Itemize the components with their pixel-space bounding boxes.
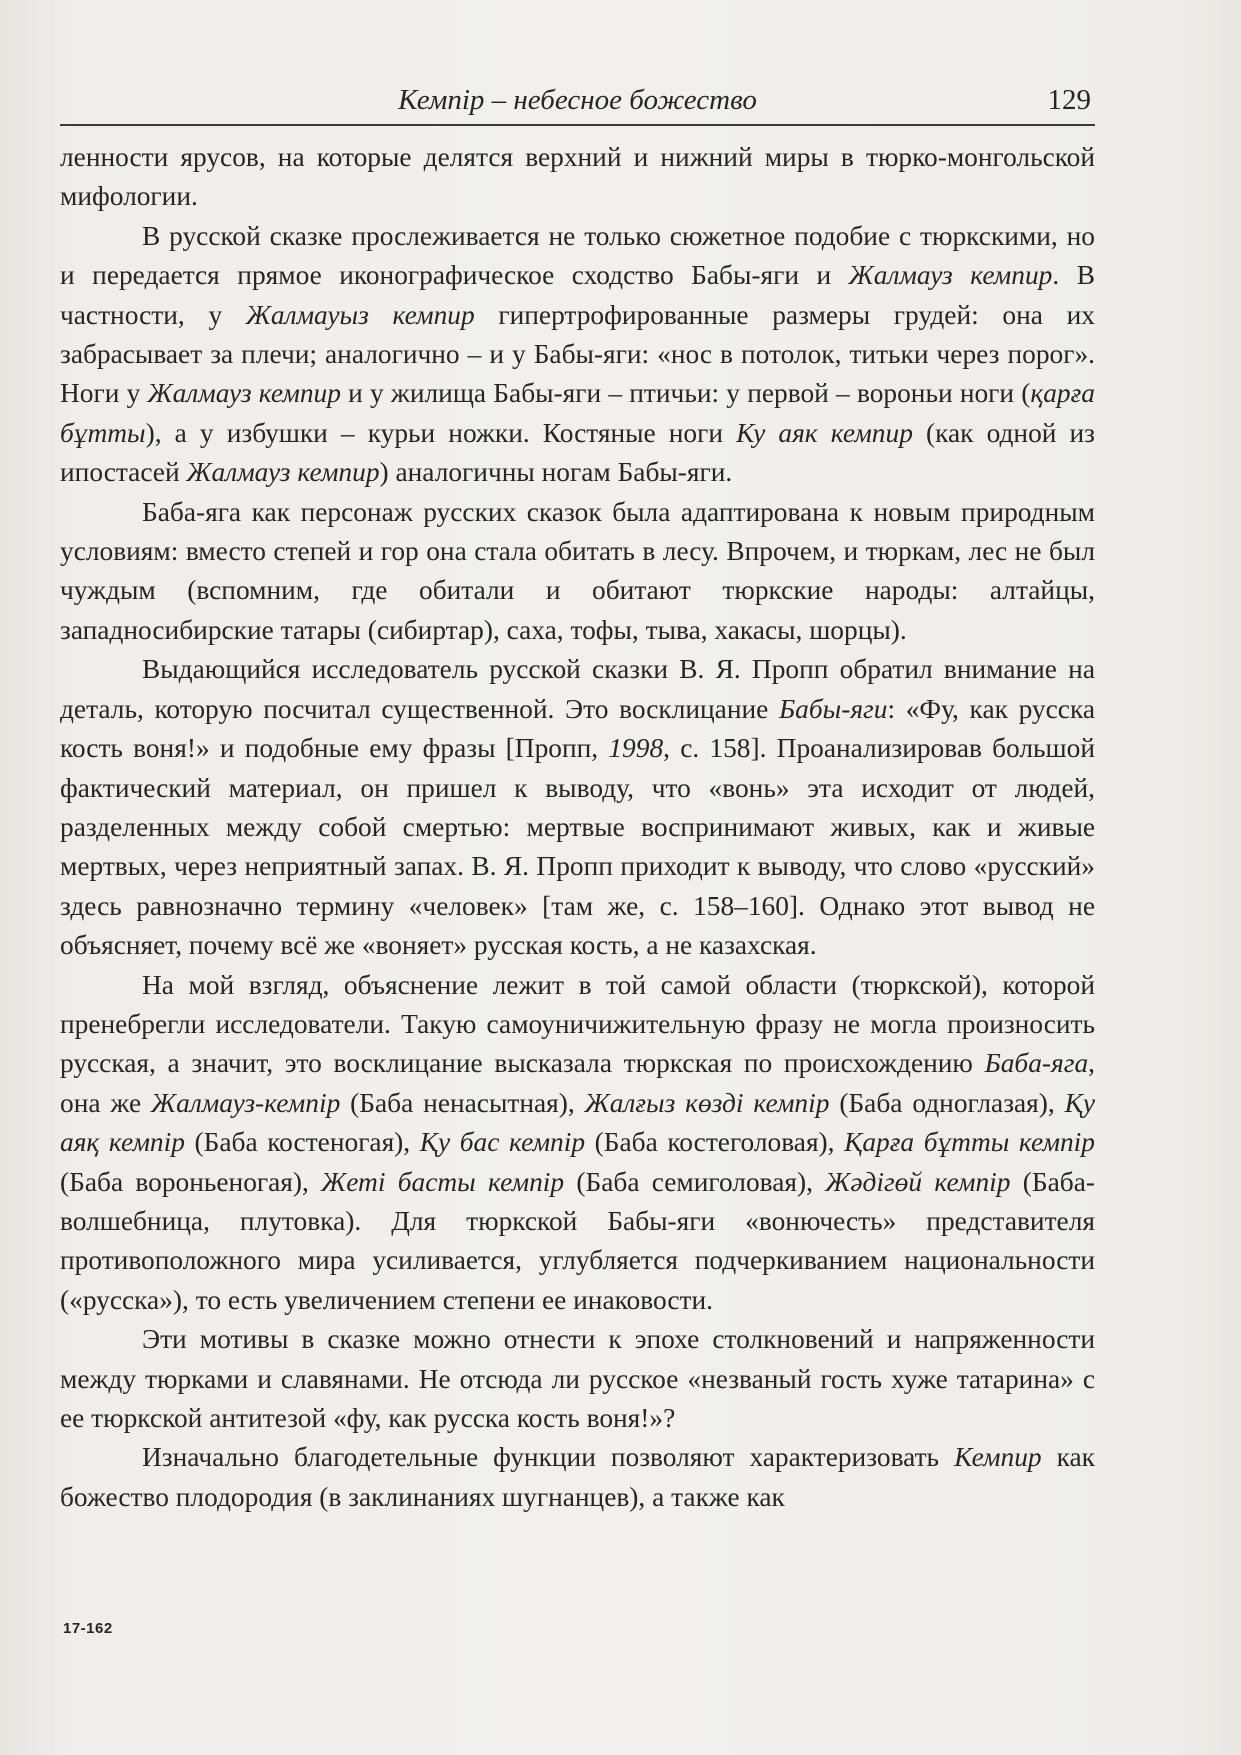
italic-term: Жеті басты кемпір [321,1166,565,1197]
italic-term: Қу бас кемпір [419,1127,586,1158]
italic-term: Қарға бұтты кемпір [844,1127,1095,1158]
text-run: и у жилища Бабы-яги – птичьи: у первой – вороньи ноги ( [340,378,1031,409]
page-header [60,80,1095,126]
paragraph [60,966,1095,1321]
italic-term: Жалмауз кемпир [186,457,380,488]
text-run: ) аналогичны ногам Бабы-яги. [379,457,733,488]
running-title: Кемпір – небесное божество [398,84,757,116]
text-run: В русской сказке прослеживается не только сюжетное подобие с тюркскими, но и передается прямое иконографическое сходство Бабы-яги и [60,220,1095,291]
italic-term: Жалғыз көзді кемпір [584,1087,830,1118]
text-run: (Баба вороньеногая), [60,1166,322,1197]
paragraph [60,138,1095,217]
text-run: (Баба одноглазая), [829,1087,1065,1118]
text-run: , с. 158]. Проанализировав большой фактический материал, он пришел к выводу, что «вонь» эта исходит от людей, разделенных между собой смертью: мертвые воспринимают живых, как и живые мертвых, через неприятный запах. В. Я. Пропп приходит к выводу, что слово «русский» здесь равнозначно термину «человек» [там же, с. 158–160]. Однако этот вывод не объясняет, почему всё же «воняет» русская кость, а не казахская. [60,733,1095,961]
text-run: : «Фу, как русска кость воня!» и подобные ему фразы [Пропп, [60,693,1095,764]
text-run: (Баба костеногая), [184,1127,420,1158]
italic-term: Ку аяк кемпир [736,417,913,448]
italic-term: Баба-яга [984,1048,1089,1079]
text-run: Баба-яга как персонаж русских сказок была адаптирована к новым природным условиям: вместо степей и гор она стала обитать в лесу. Впрочем, и тюркам, лес не был чуждым (вспомним, где обитали и обитают тюркские народы: алтайцы, западносибирские татары (сибиртар), саха, тофы, тыва, хакасы, шорцы). [60,496,1095,645]
text-run: Изначально благодетельные функции позволяют характеризовать [142,1442,955,1473]
italic-term: қарға бұтты [60,378,1095,448]
paragraph [60,1320,1095,1438]
text-run: , она же [60,1048,1095,1118]
italic-term: Жалмауыз кемпир [245,299,475,330]
italic-term: Қу аяқ кемпір [60,1087,1095,1158]
italic-term: Жәдігөй кемпір [825,1166,1011,1197]
printer-signature: 17-162 [63,1620,113,1637]
text-run: . В частности, у [60,260,1096,330]
paragraph [60,493,1095,651]
italic-term: Жалмауз кемпир [147,378,341,409]
text-run: На мой взгляд, объяснение лежит в той самой области (тюркской), которой пренебрегли исследователи. Такую самоуничижительную фразу не могла произносить русская, а значит, это восклицание высказала тюркская по происхождению [60,969,1095,1079]
page-number: 129 [1047,84,1091,116]
paragraph [60,217,1095,493]
text-run: ленности ярусов, на которые делятся верхний и нижний миры в тюрко-монгольской мифологии. [60,142,1095,212]
text-run: ), а у избушки – курьи ножки. Костяные ноги [145,417,737,448]
body-text [60,138,1095,1517]
text-run: гипертрофированные размеры грудей: она их забрасывает за плечи; аналогично – и у Бабы-яги: «нос в потолок, титьки через порог». Ноги у [60,299,1095,409]
text-run: (Баба семиголовая), [564,1166,826,1197]
text-run: (как одной из ипостасей [60,417,1095,488]
text-run: Эти мотивы в сказке можно отнести к эпохе столкновений и напряженности между тюрками и славянами. Не отсюда ли русское «незваный гость хуже татарина» с ее тюркской антитезой «фу, как русска кость воня!»? [60,1324,1095,1433]
paragraph [60,1438,1095,1517]
text-run: Выдающийся исследователь русской сказки В. Я. Пропп обратил внимание на деталь, которую посчитал существенной. Это восклицание [60,654,1095,724]
paragraph [60,650,1095,965]
text-run: (Баба костеголовая), [585,1127,845,1158]
italic-term: Бабы-яги [779,693,888,724]
italic-term: Кемпир [954,1442,1042,1473]
italic-term: 1998 [608,733,664,764]
italic-term: Жалмауз кемпир [848,260,1053,291]
text-run: как божество плодородия (в заклинаниях шугнанцев), а также как [60,1442,1095,1512]
italic-term: Жалмауз-кемпір [151,1087,341,1118]
text-run: (Баба ненасытная), [340,1087,585,1118]
text-run: (Баба-волшебница, плутовка). Для тюркской Бабы-яги «вонючесть» представителя противоположного мира усиливается, углубляется подчеркиванием национальности («русска»), то есть увеличением степени ее инаковости. [60,1166,1095,1315]
